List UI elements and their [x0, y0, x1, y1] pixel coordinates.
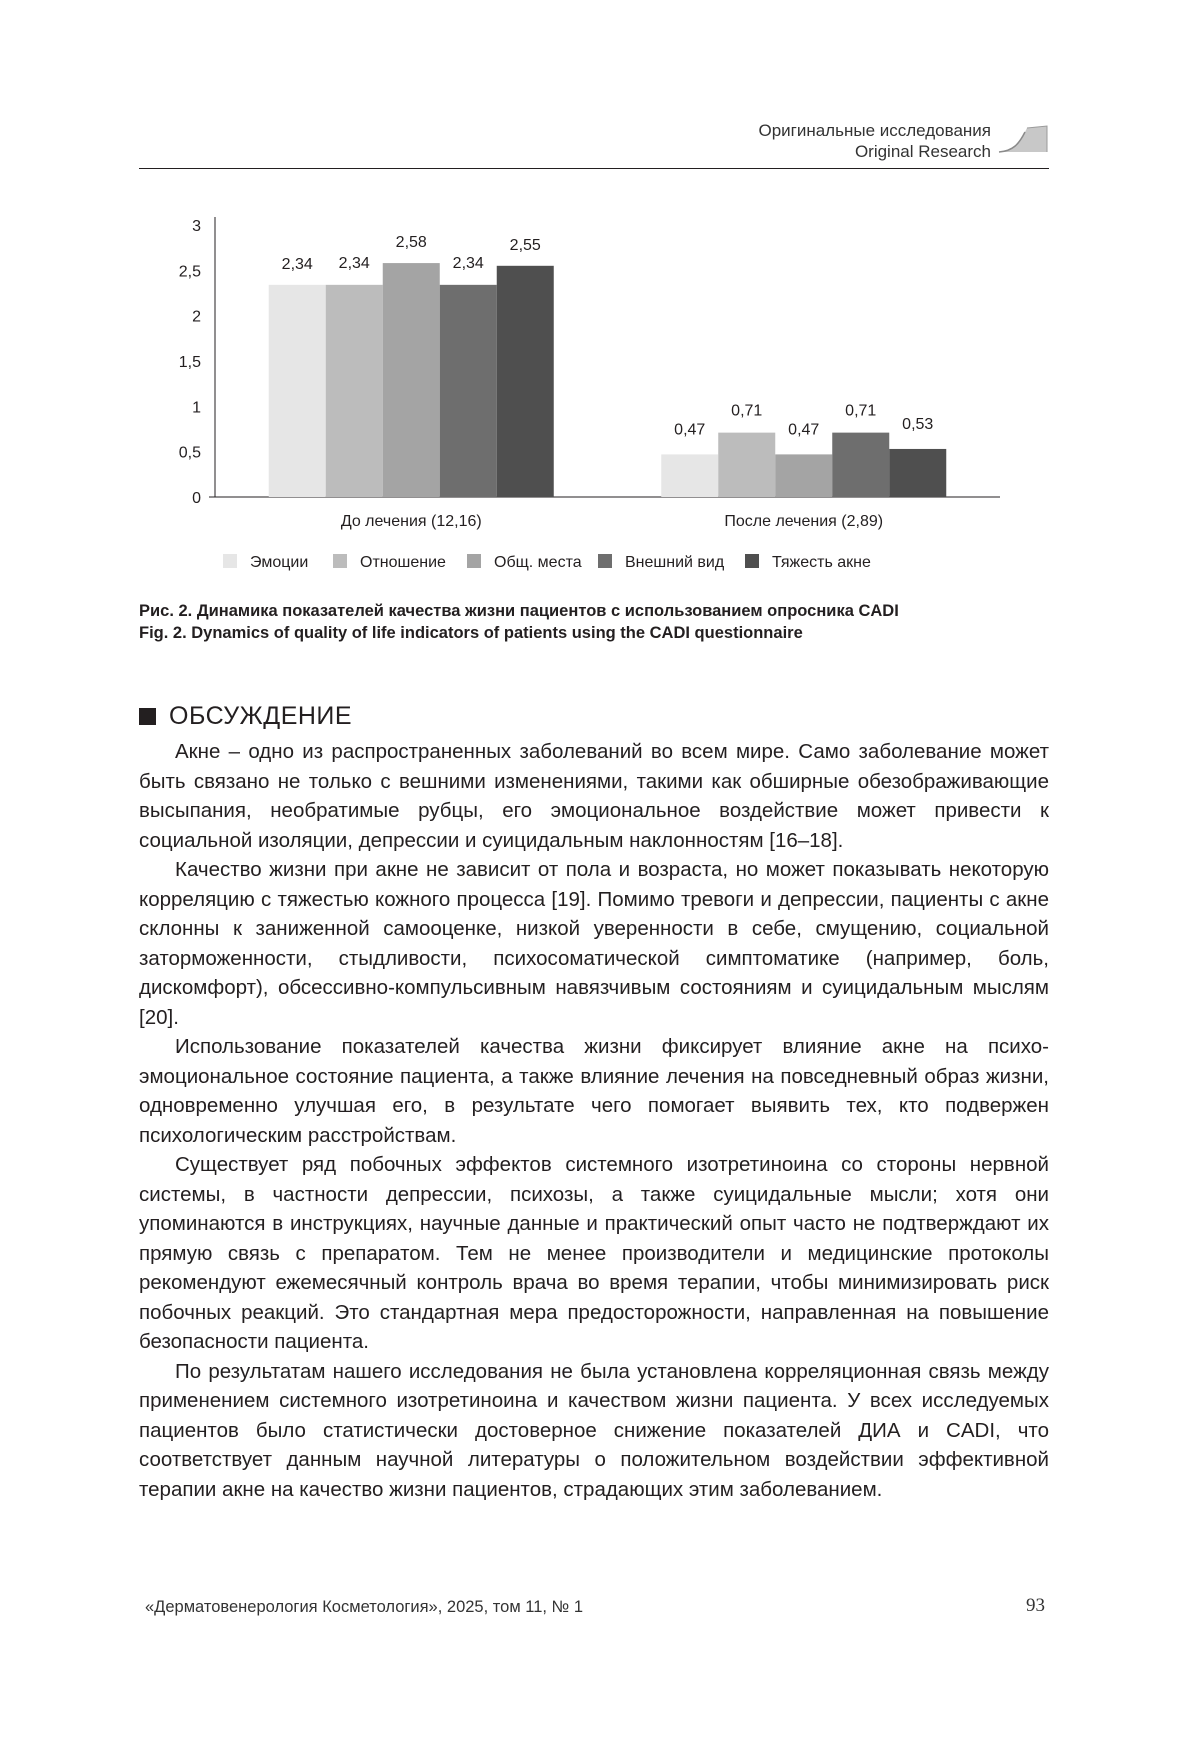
page-number: 93: [1026, 1595, 1045, 1616]
bar: [497, 266, 554, 497]
cadi-bar-chart: [170, 205, 1030, 585]
y-tick-label: 0,5: [178, 444, 201, 462]
section-heading: [139, 702, 352, 731]
running-header: [139, 116, 1049, 169]
bar-value-label: 2,55: [509, 236, 541, 254]
y-tick-label: 0: [192, 490, 201, 507]
legend-label: Внешний вид: [625, 554, 725, 571]
legend-swatch: [467, 554, 481, 568]
bar-value-label: 2,34: [338, 254, 370, 272]
y-tick-label: 1,5: [178, 354, 201, 371]
figure-caption: [139, 600, 1049, 644]
legend-label: Тяжесть акне: [772, 554, 871, 571]
bar-value-label: 2,58: [395, 234, 427, 252]
bar-value-label: 2,34: [452, 254, 484, 272]
journal-citation: «Дерматовенерология Косметология», 2025, том 11, № 1: [145, 1598, 583, 1616]
bar: [383, 263, 440, 497]
bar: [718, 433, 775, 497]
y-tick-label: 2: [192, 308, 201, 326]
header-section-ru: Оригинальные исследования: [758, 121, 991, 140]
bar: [440, 285, 497, 497]
bar: [775, 454, 832, 497]
paragraph: По результатам нашего исследования не была установлена корреляционная связь между применением системного изотретиноина и качеством жизни пациента. У всех исследуемых пациентов было статистически достоверное снижение показателей ДИА и CADI, что соответствует данным научной литературы о положительном воздействии эффективной терапии акне на качество жизни пациентов, страдающих этим заболеванием.: [139, 1359, 1049, 1501]
paragraph: Существует ряд побочных эффектов системного изотретиноина со стороны нервной системы, в частности депрессии, психозы, а также суицидальные мысли; хотя они упоминаются в инструкциях, научные данные и практический опыт часто не подтверждают их прямую связь с препаратом. Тем не менее производители и медицинские протоколы рекомендуют ежемесячный контроль врача во время терапии, чтобы минимизировать риск побочных реакций. Это стандартная мера предосторожности, направленная на повышение безопасности пациента.: [139, 1153, 1049, 1353]
bar: [889, 449, 946, 497]
x-category-label: До лечения (12,16): [340, 513, 482, 530]
bar: [269, 285, 326, 497]
bar: [661, 454, 718, 497]
bar-value-label: 2,34: [281, 255, 313, 273]
paragraph: Качество жизни при акне не зависит от пола и возраста, но может показывать некоторую корреляцию с тяжестью кожного процесса [19]. Помимо тревоги и депрессии, пациенты с акне склонны к заниженной самооценке, низкой уверенности в себе, смущению, социальной заторможенности, стыдливости, психосоматической симптоматике (например, боль, дискомфорт), обсессивно-компульсивным навязчивым состояниям и суицидальным мыслям [20].: [139, 858, 1049, 1029]
bar: [832, 433, 889, 497]
header-section-en: Original Research: [854, 142, 991, 161]
legend-swatch: [745, 554, 759, 568]
bar-value-label: 0,53: [902, 415, 934, 433]
y-tick-label: 1: [192, 399, 201, 417]
journal-logo-icon: [997, 122, 1049, 156]
paragraph: Использование показателей качества жизни фиксирует влияние акне на психоэмоциональное состояние пациента, а также влияние лечения на повседневный образ жизни, одновременно улучшая его, в результате чего помогает выявить тех, кто подвержен психологическим расстройствам.: [139, 1035, 1049, 1147]
x-category-label: После лечения (2,89): [724, 513, 884, 530]
legend-swatch: [598, 554, 612, 568]
y-tick-label: 2,5: [178, 263, 201, 281]
caption-en: Fig. 2. Dynamics of quality of life indicators of patients using the CADI questionnaire: [139, 624, 803, 642]
bar-value-label: 0,71: [845, 402, 877, 420]
y-tick-label: 3: [192, 218, 201, 235]
paragraph: Акне – одно из распространенных заболеваний во всем мире. Само заболевание может быть связано не только с вешними изменениями, такими как обширные обезображивающие высыпания, необратимые рубцы, его эмоциональное воздействие может привести к социальной изоляции, депрессии и суицидальным наклонностям [16–18].: [139, 740, 1049, 852]
section-bullet-icon: [139, 708, 156, 725]
legend-swatch: [223, 554, 237, 568]
header-section-label: [758, 120, 991, 162]
legend-label: Общ. места: [494, 554, 582, 571]
article-body: [139, 737, 1049, 1504]
bar: [326, 285, 383, 497]
caption-ru: Рис. 2. Динамика показателей качества жизни пациентов с использованием опросника CADI: [139, 602, 899, 620]
legend-label: Отношение: [360, 554, 446, 571]
section-title: ОБСУЖДЕНИЕ: [169, 702, 353, 730]
bar-value-label: 0,47: [674, 421, 706, 439]
bar-value-label: 0,47: [788, 421, 820, 439]
legend-swatch: [333, 554, 347, 568]
bar-value-label: 0,71: [731, 402, 763, 420]
legend-label: Эмоции: [250, 554, 309, 571]
